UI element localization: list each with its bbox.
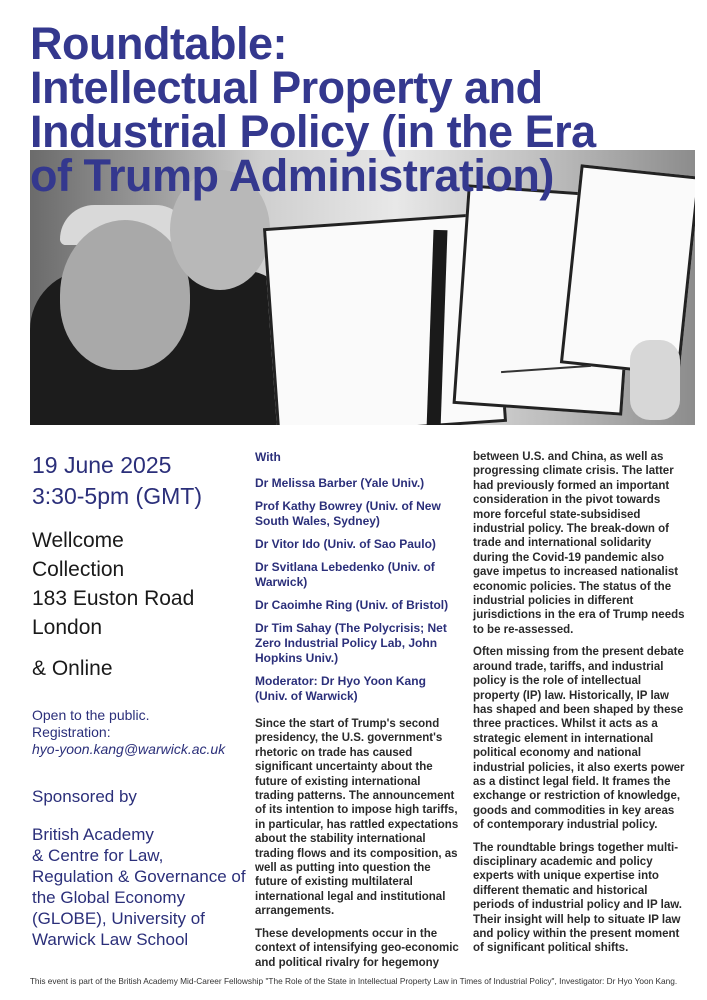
sponsors-list xyxy=(32,824,252,950)
moderator: Moderator: Dr Hyo Yoon Kang (Univ. of Warwick) xyxy=(255,674,426,703)
sponsor-line: (GLOBE), University of xyxy=(32,909,205,928)
venue-line: London xyxy=(32,616,103,639)
speaker: Dr Caoimhe Ring (Univ. of Bristol) xyxy=(255,598,449,612)
speakers-column xyxy=(255,450,460,978)
body-paragraph-1: Since the start of Trump's second presidency, the U.S. government's rhetoric on trade has caused significant uncertainty about the future of existing international trading patterns. The announcement of its intention to impose high tariffs, in particular, has rattled expectations about the stability international trading flows and its composition, as well as putting into question the future of existing multilateral international legal and institutional arrangements. xyxy=(255,718,459,918)
speaker: Prof Kathy Bowrey (Univ. of New South Wales, Sydney) xyxy=(255,499,441,528)
open-to-public: Open to the public. xyxy=(32,707,150,723)
photo-hand xyxy=(630,340,680,420)
venue-line: Wellcome xyxy=(32,529,124,552)
speaker: Dr Svitlana Lebedenko (Univ. of Warwick) xyxy=(255,560,435,589)
body-paragraph-2-start: These developments occur in the context of intensifying geo-economic and political rivalry for hegemony xyxy=(255,927,459,969)
speaker: Dr Melissa Barber (Yale Univ.) xyxy=(255,476,425,490)
title-line: Industrial Policy (in the Era xyxy=(30,106,596,157)
title-line: Intellectual Property and xyxy=(30,62,543,113)
venue-line: Collection xyxy=(32,558,125,581)
sponsor-line: Regulation & Governance of xyxy=(32,867,246,886)
body-paragraph-2-cont: between U.S. and China, as well as progressing climate crisis. The latter had previously formed an important consideration in the pivot towards more forceful state-subsidised industrial policy. The break-down of trade and international solidarity during the Covid-19 pandemic also gave impetus to increased nationalist economic policies. The status of the industrial policies in different jurisdictions in the era of Trump needs to be re-assessed. xyxy=(473,451,685,636)
body-paragraph-4: The roundtable brings together multi-disciplinary academic and policy experts with unique expertise into different thematic and historical periods of industrial policy and IP law. Their insight will help to situate IP law and policy within the present moment of significant political shifts. xyxy=(473,841,682,955)
sponsored-label: Sponsored by xyxy=(32,787,137,806)
with-label: With xyxy=(255,450,281,464)
event-venue xyxy=(32,526,252,642)
event-details xyxy=(32,450,252,950)
body-paragraph-3: Often missing from the present debate around trade, tariffs, and industrial policy is the role of intellectual property (IP) law. Historically, IP law has shaped and been shaped by these three practices. Whilst it acts as a strategic element in international political economy and national industrial policies, it also exerts power as a distinct legal field. It frames the exchange or restriction of knowledge, goods and commodities in key areas of contemporary industrial policy. xyxy=(473,646,685,832)
page-title xyxy=(30,18,695,201)
sponsor-line: the Global Economy xyxy=(32,888,186,907)
venue-line: 183 Euston Road xyxy=(32,587,195,610)
photo-signature xyxy=(499,337,591,373)
title-line: Roundtable: xyxy=(30,18,287,69)
title-line: of Trump Administration) xyxy=(30,150,554,201)
sponsor-line: & Centre for Law, xyxy=(32,846,164,865)
event-date: 19 June 2025 xyxy=(32,452,172,478)
event-online: & Online xyxy=(32,657,113,680)
event-time: 3:30-5pm (GMT) xyxy=(32,483,202,509)
speaker: Dr Tim Sahay (The Polycrisis; Net Zero Industrial Policy Lab, John Hopkins Univ.) xyxy=(255,621,447,665)
sponsor-line: British Academy xyxy=(32,825,154,844)
registration-label: Registration: xyxy=(32,724,111,740)
body-column-right xyxy=(473,450,688,964)
speaker: Dr Vitor Ido (Univ. of Sao Paulo) xyxy=(255,537,436,551)
sponsor-line: Warwick Law School xyxy=(32,930,189,949)
registration-email-link[interactable]: hyo-yoon.kang@warwick.ac.uk xyxy=(32,741,226,757)
footer-note: This event is part of the British Academy Mid-Career Fellowship "The Role of the State in Intellectual Property Law in Times of Industrial Policy", Investigator: Dr Hyo Yoon Kang. xyxy=(29,976,678,986)
